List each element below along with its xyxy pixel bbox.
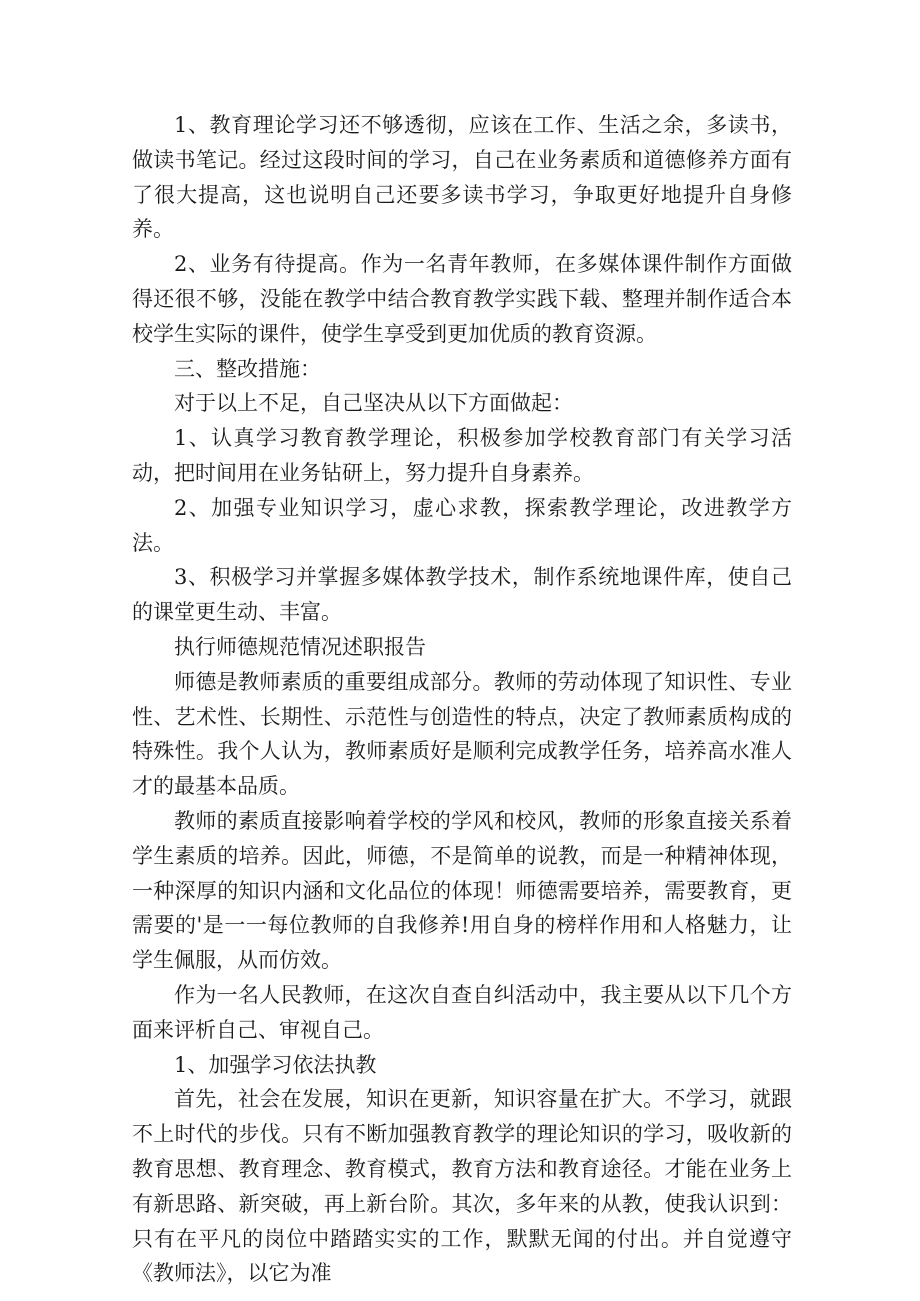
paragraph-measure-1: 1、认真学习教育教学理论，积极参加学校教育部门有关学习活动，把时间用在业务钻研上，努力提升自身素养。 bbox=[132, 426, 792, 485]
paragraph-first-study: 首先，社会在发展，知识在更新，知识容量在扩大。不学习，就跟不上时代的步伐。只有不断加强教育教学的理论知识的学习，吸收新的教育思想、教育理念、教育模式，教育方法和教育途径。才能在业务上有新思路、新突破，再上新台阶。其次，多年来的从教，使我认识到：只有在平凡的岗位中踏踏实实的工作，默默无闻的付出。并自觉遵守《教师法》，以它为准 bbox=[132, 1087, 792, 1286]
paragraph-measure-2: 2、加强专业知识学习，虚心求教，探索教学理论，改进教学方法。 bbox=[132, 495, 792, 555]
heading-study-law: 1、加强学习依法执教 bbox=[174, 1052, 377, 1077]
section-title-report: 执行师德规范情况述职报告 bbox=[174, 634, 426, 659]
paragraph-measure-3: 3、积极学习并掌握多媒体教学技术，制作系统地课件库，使自己的课堂更生动、丰富。 bbox=[132, 565, 792, 625]
paragraph-intro-measures: 对于以上不足，自己坚决从以下方面做起： bbox=[174, 391, 573, 416]
paragraph-teacher-ethics: 师德是教师素质的重要组成部分。教师的劳动体现了知识性、专业性、艺术性、长期性、示范性与创造性的特点，决定了教师素质构成的特殊性。我个人认为，教师素质好是顺利完成教学任务，培养高水准人才的最基本品质。 bbox=[132, 669, 792, 799]
paragraph-theory-study: 1、教育理论学习还不够透彻，应该在工作、生活之余，多读书，做读书笔记。经过这段时间的学习，自己在业务素质和道德修养方面有了很大提高，这也说明自己还要多读书学习，争取更好地提升自身修养。 bbox=[132, 113, 792, 242]
paragraph-business-improvement: 2、业务有待提高。作为一名青年教师，在多媒体课件制作方面做得还很不够，没能在教学中结合教育教学实践下载、整理并制作适合本校学生实际的课件，使学生享受到更加优质的教育资源。 bbox=[132, 252, 792, 346]
paragraph-self-review: 作为一名人民教师，在这次自查自纠活动中，我主要从以下几个方面来评析自己、审视自己。 bbox=[132, 982, 792, 1042]
document-body bbox=[132, 108, 792, 1291]
paragraph-teacher-quality: 教师的素质直接影响着学校的学风和校风，教师的形象直接关系着学生素质的培养。因此，师德，不是简单的说教，而是一种精神体现，一种深厚的知识内涵和文化品位的体现！师德需要培养，需要教育，更需要的'是一一每位教师的自我修养!用自身的榜样作用和人格魅力，让学生佩服，从而仿效。 bbox=[132, 808, 792, 973]
heading-rectification-measures: 三、整改措施： bbox=[174, 356, 321, 381]
